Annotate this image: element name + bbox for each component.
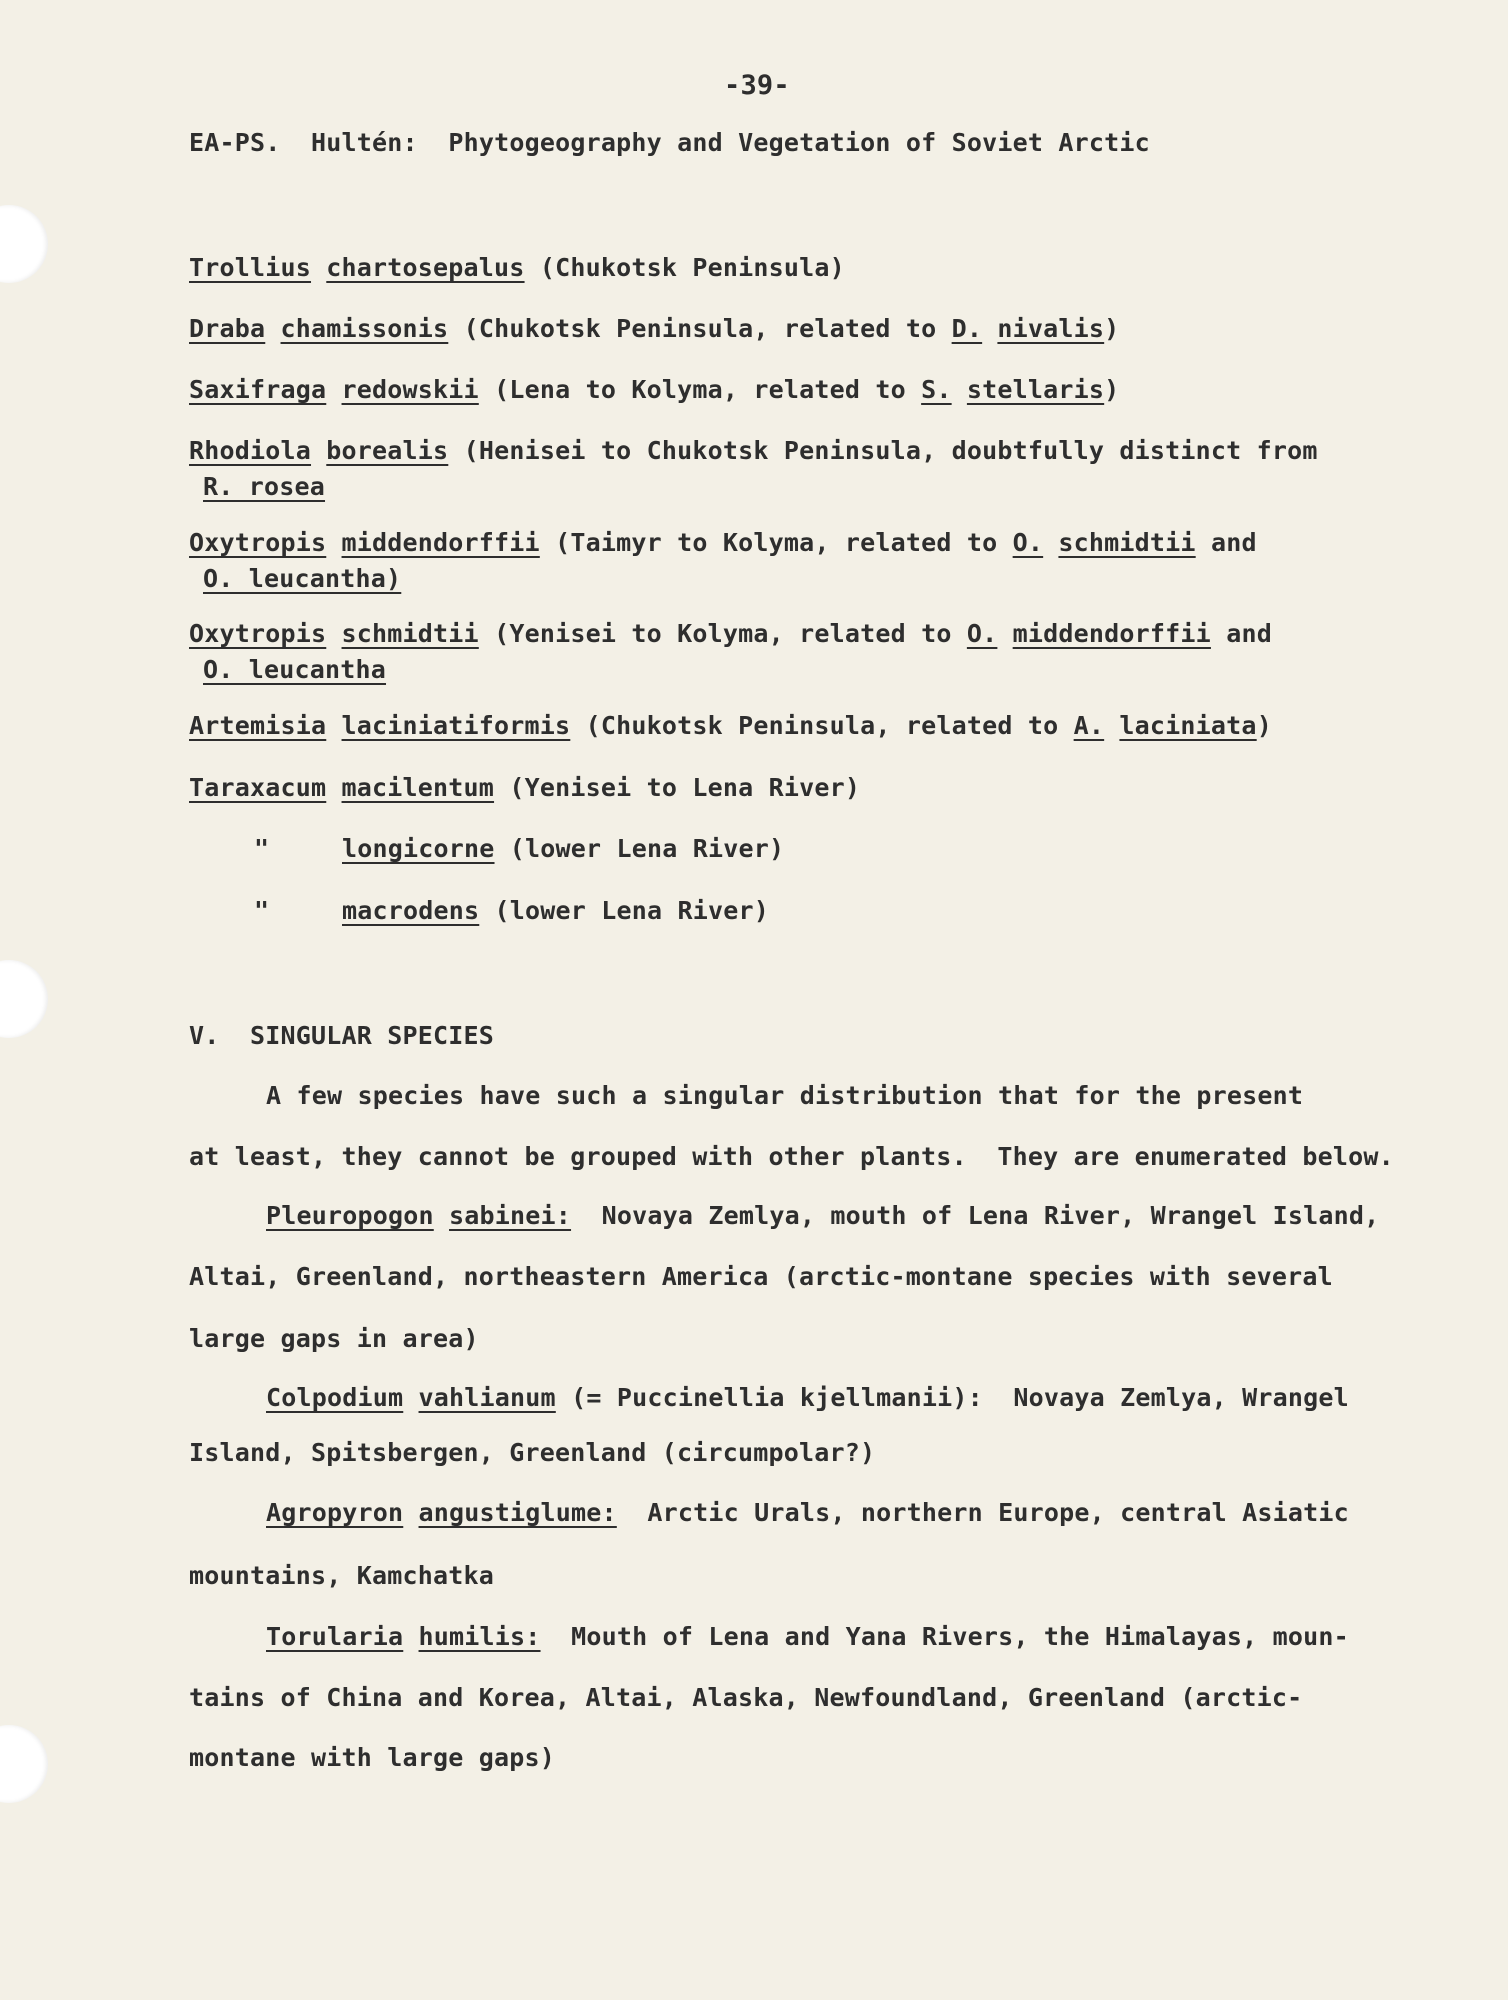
paragraph-line: large gaps in area)	[189, 1324, 479, 1353]
paragraph-line: Torularia humilis: Mouth of Lena and Yana Rivers, the Himalayas, moun-	[266, 1622, 1349, 1651]
list-item-continuation: R. rosea	[203, 472, 326, 501]
list-item: Oxytropis schmidtii (Yenisei to Kolyma, related to O. middendorffii and	[189, 619, 1272, 648]
list-item: Draba chamissonis (Chukotsk Peninsula, related to D. nivalis)	[189, 314, 1120, 343]
header-author: Hultén:	[311, 128, 418, 157]
paragraph-line: A few species have such a singular distribution that for the present	[266, 1081, 1304, 1110]
punch-hole	[0, 960, 48, 1038]
list-item: Saxifraga redowskii (Lena to Kolyma, related to S. stellaris)	[189, 375, 1120, 404]
header-code: EA-PS.	[189, 128, 281, 157]
punch-hole	[0, 205, 48, 283]
paragraph-line: mountains, Kamchatka	[189, 1561, 495, 1590]
section-heading: V. SINGULAR SPECIES	[189, 1021, 495, 1050]
list-item: Taraxacum macilentum (Yenisei to Lena River)	[189, 773, 861, 802]
paragraph-line: tains of China and Korea, Altai, Alaska, Newfoundland, Greenland (arctic-	[189, 1683, 1303, 1712]
list-item-continuation: O. leucantha	[203, 655, 387, 684]
list-item: Trollius chartosepalus (Chukotsk Peninsula)	[189, 253, 845, 282]
list-item-continuation: O. leucantha)	[203, 564, 402, 593]
paragraph-line: Colpodium vahlianum (= Puccinellia kjellmanii): Novaya Zemlya, Wrangel	[266, 1383, 1349, 1412]
paragraph-line: Agropyron angustiglume: Arctic Urals, northern Europe, central Asiatic	[266, 1498, 1349, 1527]
punch-hole	[0, 1725, 48, 1803]
paragraph-line: Island, Spitsbergen, Greenland (circumpolar?)	[189, 1438, 876, 1467]
list-item: macrodens (lower Lena River)	[342, 896, 770, 925]
list-item: Artemisia laciniatiformis (Chukotsk Peninsula, related to A. laciniata)	[189, 711, 1272, 740]
list-item: Oxytropis middendorffii (Taimyr to Kolyma, related to O. schmidtii and	[189, 528, 1257, 557]
header-title: Phytogeography and Vegetation of Soviet Arctic	[448, 128, 1150, 157]
paragraph-line: Pleuropogon sabinei: Novaya Zemlya, mouth of Lena River, Wrangel Island,	[266, 1201, 1380, 1230]
running-header	[189, 130, 1150, 155]
paragraph-line: Altai, Greenland, northeastern America (arctic-montane species with several	[189, 1262, 1333, 1291]
paragraph-line: at least, they cannot be grouped with other plants. They are enumerated below.	[189, 1142, 1394, 1171]
list-item: Rhodiola borealis (Henisei to Chukotsk Peninsula, doubtfully distinct from	[189, 436, 1318, 465]
paragraph-line: montane with large gaps)	[189, 1743, 556, 1772]
list-item: longicorne (lower Lena River)	[342, 834, 785, 863]
ditto-mark: "	[254, 834, 270, 863]
ditto-mark: "	[254, 896, 270, 925]
page-number: -39-	[724, 70, 790, 101]
